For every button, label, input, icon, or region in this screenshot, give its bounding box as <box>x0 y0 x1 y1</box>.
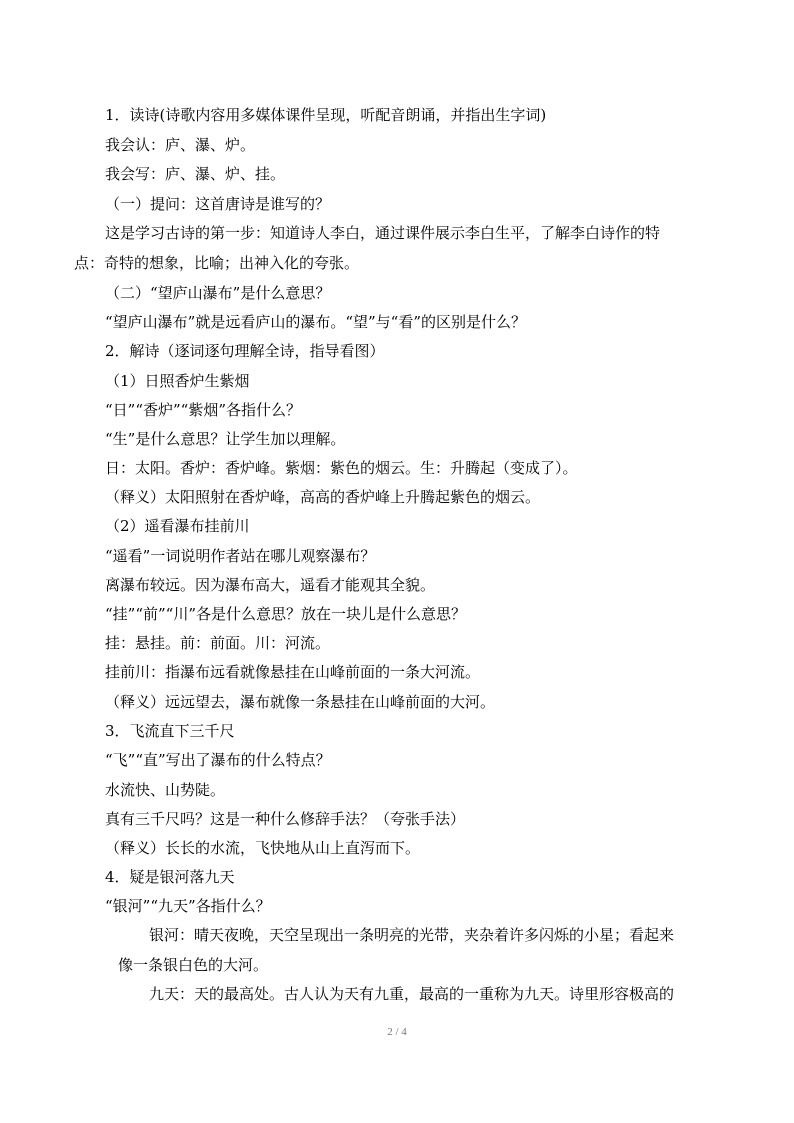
text-line: 点：奇特的想象，比喻；出神入化的夸张。 <box>74 254 360 272</box>
text-line: 日：太阳。香炉：香炉峰。紫烟：紫色的烟云。生：升腾起（变成了）。 <box>105 459 578 477</box>
text-line: 银河：晴天夜晚，天空呈现出一条明亮的光带，夹杂着许多闪烁的小星；看起来 <box>149 926 675 944</box>
text-line: “挂”“前”“川”各是什么意思？放在一块儿是什么意思？ <box>105 605 467 623</box>
text-line: “银河”“九天”各指什么？ <box>105 897 271 915</box>
page-number: 2 / 4 <box>387 1026 407 1038</box>
text-line: 1．读诗(诗歌内容用多媒体课件呈现，听配音朗诵，并指出生字词) <box>105 106 547 124</box>
text-line: “日”“香炉”“紫烟”各指什么？ <box>105 401 302 419</box>
text-line: （一）提问：这首唐诗是谁写的？ <box>105 195 331 213</box>
text-line: 挂：悬挂。前：前面。川：河流。 <box>105 634 331 652</box>
text-line: “望庐山瀑布”就是远看庐山的瀑布。“望”与“看”的区别是什么？ <box>105 313 527 331</box>
text-line: 离瀑布较远。因为瀑布高大，遥看才能观其全貌。 <box>105 576 436 594</box>
text-line: “飞”“直”写出了瀑布的什么特点？ <box>105 751 331 769</box>
text-line: 九天：天的最高处。古人认为天有九重，最高的一重称为九天。诗里形容极高的 <box>149 985 675 1003</box>
text-line: “生”是什么意思？让学生加以理解。 <box>105 430 346 448</box>
text-line: 水流快、山势陡。 <box>105 781 226 799</box>
text-line: 4．疑是银河落九天 <box>105 868 235 886</box>
text-line: 我会认：庐、瀑、炉。 <box>105 136 256 154</box>
text-line: 像一条银白色的大河。 <box>118 956 269 974</box>
text-line: 挂前川：指瀑布远看就像悬挂在山峰前面的一条大河流。 <box>105 663 481 681</box>
text-line: 3．飞流直下三千尺 <box>105 722 235 740</box>
text-line: “遥看”一词说明作者站在哪儿观察瀑布？ <box>105 547 376 565</box>
text-line: 2．解诗（逐词逐句理解全诗，指导看图） <box>105 342 385 360</box>
text-line: （释义）长长的水流，飞快地从山上直泻而下。 <box>105 839 421 857</box>
text-line: （2）遥看瀑布挂前川 <box>105 517 250 535</box>
text-line: （释义）远远望去，瀑布就像一条悬挂在山峰前面的大河。 <box>105 693 496 711</box>
text-line: （释义）太阳照射在香炉峰，高高的香炉峰上升腾起紫色的烟云。 <box>105 488 541 506</box>
text-line: 这是学习古诗的第一步：知道诗人李白，通过课件展示李白生平，了解李白诗作的特 <box>105 224 661 242</box>
text-line: （二）“望庐山瀑布”是什么意思？ <box>105 284 331 302</box>
text-line: （1）日照香炉生紫烟 <box>105 372 250 390</box>
text-line: 我会写：庐、瀑、炉、挂。 <box>105 165 286 183</box>
text-line: 真有三千尺吗？这是一种什么修辞手法？（夸张手法） <box>105 810 466 828</box>
